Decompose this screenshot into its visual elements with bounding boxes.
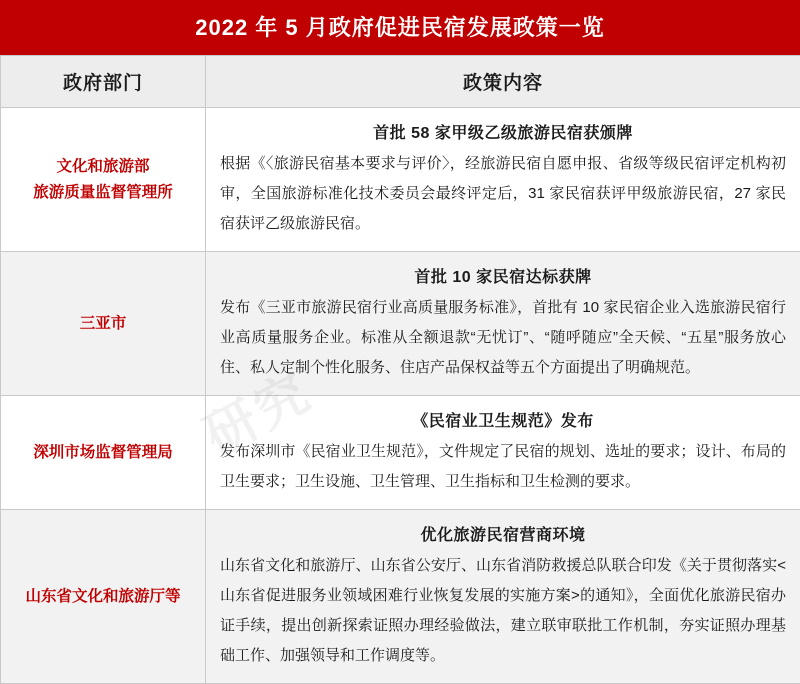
policy-subtitle: 《民宿业卫生规范》发布 (220, 408, 786, 431)
policy-content-cell (206, 510, 800, 684)
policy-subtitle: 首批 58 家甲级乙级旅游民宿获颁牌 (220, 120, 786, 143)
table-header-row (1, 56, 800, 108)
department-label-line1: 文化和旅游部 (11, 154, 195, 180)
column-header-policy-content: 政策内容 (206, 56, 800, 108)
department-label-line1: 深圳市场监督管理局 (11, 440, 195, 466)
policy-subtitle: 首批 10 家民宿达标获牌 (220, 264, 786, 287)
department-label-line1: 三亚市 (11, 311, 195, 337)
table-row (1, 108, 800, 252)
policy-content-cell (206, 108, 800, 252)
column-header-department: 政府部门 (1, 56, 206, 108)
policy-body: 山东省文化和旅游厅、山东省公安厅、山东省消防救援总队联合印发《关于贯彻落实<山东省促进服务业领域困难行业恢复发展的实施方案>的通知》，全面优化旅游民宿办证手续，提出创新探索证照办理经验做法，建立联审联批工作机制，夯实证照办理基础工作、加强领导和工作调度等。 (220, 551, 786, 671)
policy-subtitle: 优化旅游民宿营商环境 (220, 522, 786, 545)
policy-table (0, 55, 800, 684)
department-label-line2: 旅游质量监督管理所 (11, 180, 195, 206)
department-cell (1, 510, 206, 684)
policy-content-cell (206, 396, 800, 510)
table-row (1, 252, 800, 396)
page-title: 2022 年 5 月政府促进民宿发展政策一览 (0, 0, 800, 55)
policy-content-cell (206, 252, 800, 396)
table-row (1, 396, 800, 510)
policy-body: 根据《〈旅游民宿基本要求与评价〉，经旅游民宿自愿申报、省级等级民宿评定机构初审，全国旅游标准化技术委员会最终评定后，31 家民宿获评甲级旅游民宿，27 家民宿获评乙级旅游民宿。 (220, 149, 786, 239)
department-cell (1, 396, 206, 510)
department-cell (1, 108, 206, 252)
policy-body: 发布《三亚市旅游民宿行业高质量服务标准》，首批有 10 家民宿企业入选旅游民宿行业高质量服务企业。标准从全额退款“无忧订”、“随呼随应”全天候、“五星”服务放心住、私人定制个性化服务、住店产品保权益等五个方面提出了明确规范。 (220, 293, 786, 383)
table-row (1, 510, 800, 684)
policy-body: 发布深圳市《民宿业卫生规范》，文件规定了民宿的规划、选址的要求；设计、布局的卫生要求；卫生设施、卫生管理、卫生指标和卫生检测的要求。 (220, 437, 786, 497)
department-cell (1, 252, 206, 396)
department-label-line1: 山东省文化和旅游厅等 (11, 584, 195, 610)
